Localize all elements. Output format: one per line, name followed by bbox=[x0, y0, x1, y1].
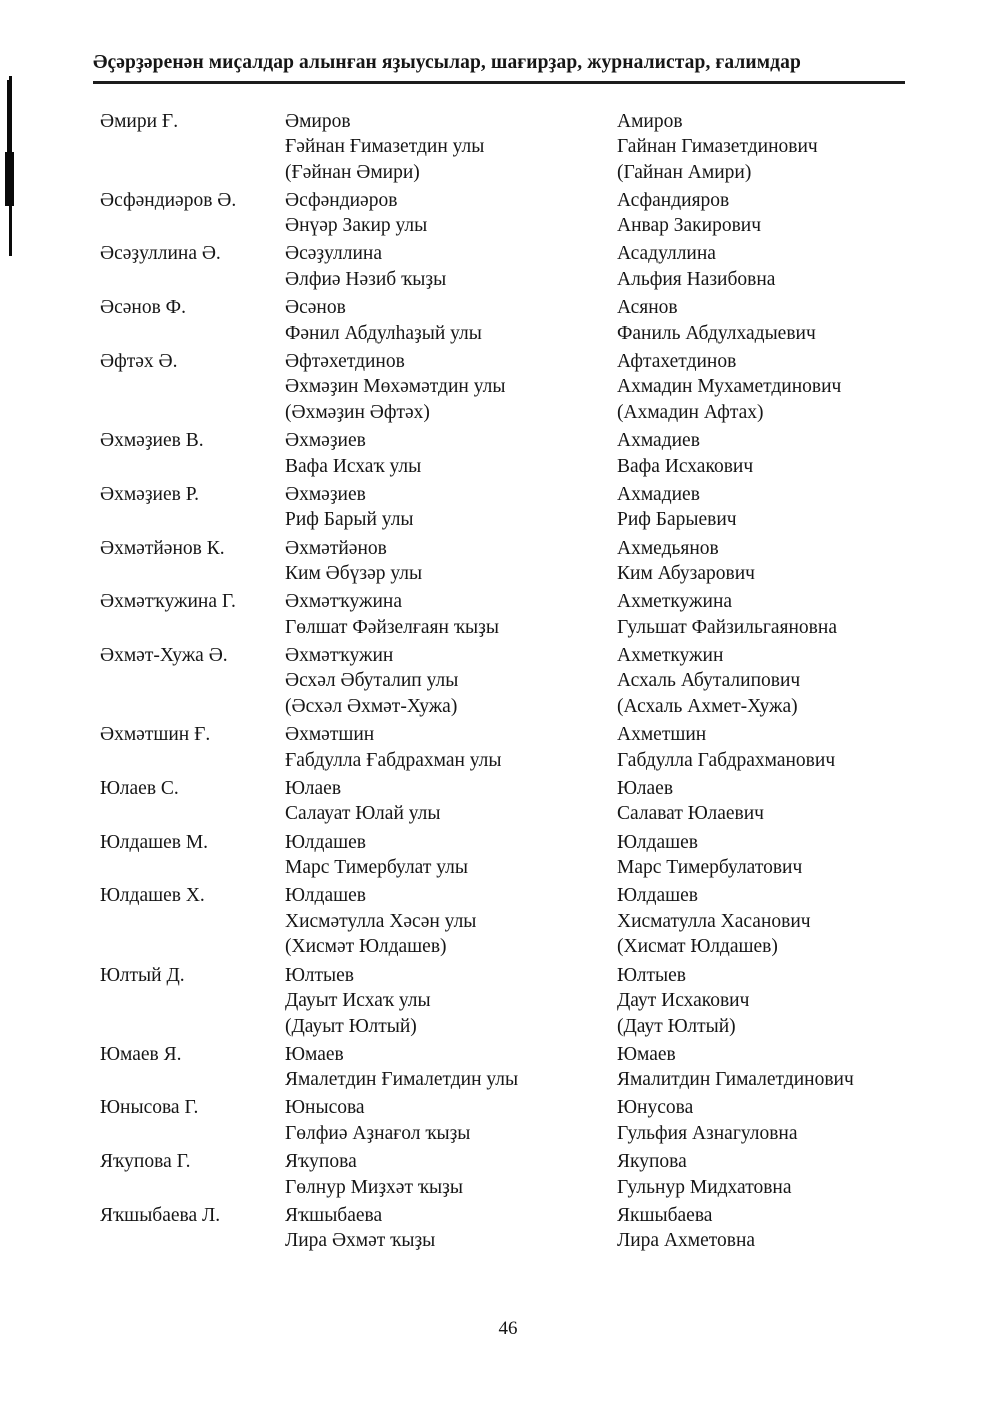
entry-bashkir-name bbox=[285, 349, 617, 426]
entry-row bbox=[100, 109, 965, 186]
scan-artifact-blob bbox=[5, 152, 14, 206]
entry-abbr: Юлаев С. bbox=[100, 777, 179, 799]
bashkir-name-line: Юлдашев bbox=[285, 885, 366, 907]
entry-abbr: Әфтәх Ә. bbox=[100, 350, 178, 372]
russian-name-line: Ямалитдин Гималетдинович bbox=[617, 1069, 854, 1091]
entry-russian-name bbox=[617, 109, 965, 186]
bashkir-name-line: Юнысова bbox=[285, 1097, 365, 1119]
bashkir-name-line: Әхмәтҡужин bbox=[285, 644, 394, 666]
entry-bashkir-name bbox=[285, 722, 617, 773]
bashkir-name-line: Лира Әхмәт ҡыҙы bbox=[285, 1230, 436, 1252]
entry-bashkir-name bbox=[285, 589, 617, 640]
entry-bashkir-name bbox=[285, 1203, 617, 1254]
entry-abbr: Әхмәтшин Ғ. bbox=[100, 724, 211, 746]
russian-name-line: (Ахмадин Афтах) bbox=[617, 402, 764, 424]
bashkir-name-line: (Әсхәл Әхмәт-Хужа) bbox=[285, 696, 458, 718]
entry-russian-name bbox=[617, 963, 965, 1040]
entry-row bbox=[100, 722, 965, 773]
entry-row bbox=[100, 643, 965, 720]
entry-russian-name bbox=[617, 241, 965, 292]
russian-name-line: Юлтыев bbox=[617, 964, 687, 986]
bashkir-name-line: Әхмәтшин bbox=[285, 724, 375, 746]
entry-bashkir-name bbox=[285, 776, 617, 827]
entry-row bbox=[100, 1203, 965, 1254]
russian-name-line: Ахмадиев bbox=[617, 483, 700, 505]
bashkir-name-line: Әсәҙуллина bbox=[285, 243, 382, 265]
entry-row bbox=[100, 1095, 965, 1146]
bashkir-name-line: Ямалетдин Ғималетдин улы bbox=[285, 1069, 519, 1091]
russian-name-line: Якшыбаева bbox=[617, 1204, 713, 1226]
bashkir-name-line: Вафа Исхаҡ улы bbox=[285, 455, 422, 477]
bashkir-name-line: (Дауыт Юлтый) bbox=[285, 1015, 417, 1037]
bashkir-name-line: Фәнил Абдулһаҙый улы bbox=[285, 322, 482, 344]
entry-row bbox=[100, 241, 965, 292]
entry-abbr: Юмаев Я. bbox=[100, 1043, 182, 1065]
page-number: 46 bbox=[498, 1318, 518, 1339]
entry-row bbox=[100, 963, 965, 1040]
entry-bashkir-name bbox=[285, 295, 617, 346]
russian-name-line: Ахметшин bbox=[617, 724, 707, 746]
entry-russian-name bbox=[617, 1149, 965, 1200]
bashkir-name-line: Хисмәтулла Хәсән улы bbox=[285, 910, 477, 932]
russian-name-line: Юлдашев bbox=[617, 831, 698, 853]
page-header-title: Әҫәрҙәренән миҫалдар алынған яҙыусылар, шағирҙар, журналистар, ғалимдар bbox=[93, 52, 801, 73]
bashkir-name-line: Гөлшат Фәйзелғаян ҡыҙы bbox=[285, 616, 499, 638]
russian-name-line: (Хисмат Юлдашев) bbox=[617, 936, 778, 958]
russian-name-line: Хисматулла Хасанович bbox=[617, 910, 811, 932]
entry-row bbox=[100, 295, 965, 346]
russian-name-line: Ахметкужин bbox=[617, 644, 724, 666]
entry-bashkir-name bbox=[285, 109, 617, 186]
entry-row bbox=[100, 482, 965, 533]
entry-abbr: Әхмәҙиев Р. bbox=[100, 483, 199, 505]
bashkir-name-line: Әхмәҙиев bbox=[285, 430, 366, 452]
bashkir-name-line: Әмиров bbox=[285, 110, 351, 132]
entry-russian-name bbox=[617, 722, 965, 773]
entry-russian-name bbox=[617, 428, 965, 479]
entry-abbr: Яҡупова Г. bbox=[100, 1151, 191, 1173]
russian-name-line: Асянов bbox=[617, 297, 678, 319]
russian-name-line: Даут Исхакович bbox=[617, 990, 750, 1012]
russian-name-line: Риф Барыевич bbox=[617, 509, 737, 531]
entry-bashkir-name bbox=[285, 830, 617, 881]
bashkir-name-line: (Хисмәт Юлдашев) bbox=[285, 936, 447, 958]
bashkir-name-line: Әхмәҙиев bbox=[285, 483, 366, 505]
bashkir-name-line: Әфтәхетдинов bbox=[285, 350, 405, 372]
bashkir-name-line: Әхмәтйәнов bbox=[285, 537, 387, 559]
bashkir-name-line: Ғәйнан Ғимазетдин улы bbox=[285, 136, 485, 158]
bashkir-name-line: Яҡупова bbox=[285, 1151, 357, 1173]
bashkir-name-line: Әнүәр Закир улы bbox=[285, 215, 428, 237]
bashkir-name-line: Салауат Юлай улы bbox=[285, 803, 441, 825]
russian-name-line: Якупова bbox=[617, 1151, 687, 1173]
bashkir-name-line: Әлфиә Нәзиб ҡыҙы bbox=[285, 269, 447, 291]
bashkir-name-line: Юлаев bbox=[285, 777, 342, 799]
entry-row bbox=[100, 776, 965, 827]
entry-russian-name bbox=[617, 188, 965, 239]
bashkir-name-line: Әсфәндиәров bbox=[285, 189, 398, 211]
entries-list bbox=[100, 109, 965, 1255]
russian-name-line: Асхаль Абуталипович bbox=[617, 670, 801, 692]
bashkir-name-line: Ким Әбүзәр улы bbox=[285, 563, 423, 585]
entry-row bbox=[100, 1149, 965, 1200]
russian-name-line: Амиров bbox=[617, 110, 683, 132]
bashkir-name-line: Әсәнов bbox=[285, 297, 346, 319]
entry-bashkir-name bbox=[285, 1095, 617, 1146]
entry-bashkir-name bbox=[285, 1149, 617, 1200]
bashkir-name-line: Юлтыев bbox=[285, 964, 355, 986]
entry-abbr: Юнысова Г. bbox=[100, 1097, 199, 1119]
bashkir-name-line: Риф Барый улы bbox=[285, 509, 414, 531]
entry-russian-name bbox=[617, 349, 965, 426]
entry-abbr: Юлдашев Х. bbox=[100, 885, 205, 907]
entry-bashkir-name bbox=[285, 536, 617, 587]
entry-bashkir-name bbox=[285, 883, 617, 960]
entry-bashkir-name bbox=[285, 482, 617, 533]
bashkir-name-line: Әсхәл Әбуталип улы bbox=[285, 670, 459, 692]
russian-name-line: Марс Тимербулатович bbox=[617, 857, 803, 879]
russian-name-line: (Гайнан Амири) bbox=[617, 161, 752, 183]
entry-bashkir-name bbox=[285, 188, 617, 239]
russian-name-line: Вафа Исхакович bbox=[617, 455, 754, 477]
entry-row bbox=[100, 589, 965, 640]
entry-bashkir-name bbox=[285, 241, 617, 292]
russian-name-line: Габдулла Габдрахманович bbox=[617, 749, 836, 771]
entry-abbr: Әхмәҙиев В. bbox=[100, 430, 204, 452]
entry-abbr: Әхмәтйәнов К. bbox=[100, 537, 225, 559]
russian-name-line: Ахмадин Мухаметдинович bbox=[617, 376, 842, 398]
russian-name-line: Асфандияров bbox=[617, 189, 730, 211]
russian-name-line: Салават Юлаевич bbox=[617, 803, 764, 825]
russian-name-line: Гульнур Мидхатовна bbox=[617, 1176, 792, 1198]
entry-russian-name bbox=[617, 536, 965, 587]
entry-row bbox=[100, 349, 965, 426]
entry-russian-name bbox=[617, 1203, 965, 1254]
bashkir-name-line: Ғабдулла Ғабдрахман улы bbox=[285, 749, 502, 771]
entry-row bbox=[100, 428, 965, 479]
russian-name-line: Ким Абузарович bbox=[617, 563, 755, 585]
bashkir-name-line: (Ғәйнан Әмири) bbox=[285, 161, 420, 183]
entry-row bbox=[100, 188, 965, 239]
entry-abbr: Юлтый Д. bbox=[100, 964, 185, 986]
entry-russian-name bbox=[617, 1042, 965, 1093]
entry-abbr: Әмири Ғ. bbox=[100, 110, 179, 132]
entry-bashkir-name bbox=[285, 963, 617, 1040]
entry-russian-name bbox=[617, 643, 965, 720]
russian-name-line: Альфия Назибовна bbox=[617, 269, 776, 291]
entry-bashkir-name bbox=[285, 1042, 617, 1093]
entry-row bbox=[100, 883, 965, 960]
entry-russian-name bbox=[617, 883, 965, 960]
russian-name-line: Ахметкужина bbox=[617, 591, 733, 613]
bashkir-name-line: Яҡшыбаева bbox=[285, 1204, 383, 1226]
entry-abbr: Әсәнов Ф. bbox=[100, 297, 186, 319]
bashkir-name-line: Әхмәҙин Мөхәмәтдин улы bbox=[285, 376, 506, 398]
bashkir-name-line: Гөлнур Миҙхәт ҡыҙы bbox=[285, 1176, 463, 1198]
russian-name-line: Гульфия Азнагуловна bbox=[617, 1123, 798, 1145]
entry-abbr: Яҡшыбаева Л. bbox=[100, 1204, 221, 1226]
russian-name-line: Юмаев bbox=[617, 1043, 676, 1065]
bashkir-name-line: Юмаев bbox=[285, 1043, 344, 1065]
entry-russian-name bbox=[617, 830, 965, 881]
russian-name-line: (Даут Юлтый) bbox=[617, 1015, 736, 1037]
header-rule bbox=[93, 81, 905, 84]
bashkir-name-line: Дауыт Исхаҡ улы bbox=[285, 990, 431, 1012]
russian-name-line: Гайнан Гимазетдинович bbox=[617, 136, 818, 158]
scan-artifact-blob bbox=[7, 80, 12, 158]
entry-abbr: Әсфәндиәров Ә. bbox=[100, 189, 237, 211]
entry-abbr: Әсәҙуллина Ә. bbox=[100, 243, 221, 265]
russian-name-line: Афтахетдинов bbox=[617, 350, 737, 372]
russian-name-line: (Асхаль Ахмет-Хужа) bbox=[617, 696, 798, 718]
russian-name-line: Ахмедьянов bbox=[617, 537, 719, 559]
entry-abbr: Юлдашев М. bbox=[100, 831, 209, 853]
entry-row bbox=[100, 830, 965, 881]
russian-name-line: Анвар Закирович bbox=[617, 215, 762, 237]
entry-russian-name bbox=[617, 295, 965, 346]
entry-bashkir-name bbox=[285, 643, 617, 720]
bashkir-name-line: Юлдашев bbox=[285, 831, 366, 853]
russian-name-line: Фаниль Абдулхадыевич bbox=[617, 322, 816, 344]
entry-abbr: Әхмәт-Хужа Ә. bbox=[100, 644, 228, 666]
russian-name-line: Юнусова bbox=[617, 1097, 694, 1119]
entry-russian-name bbox=[617, 1095, 965, 1146]
entry-russian-name bbox=[617, 589, 965, 640]
russian-name-line: Юлдашев bbox=[617, 885, 698, 907]
russian-name-line: Юлаев bbox=[617, 777, 674, 799]
entry-abbr: Әхмәтҡужина Г. bbox=[100, 591, 236, 613]
bashkir-name-line: (Әхмәҙин Әфтәх) bbox=[285, 402, 430, 424]
bashkir-name-line: Марс Тимербулат улы bbox=[285, 857, 468, 879]
russian-name-line: Гульшат Файзильгаяновна bbox=[617, 616, 837, 638]
entry-row bbox=[100, 536, 965, 587]
russian-name-line: Асадуллина bbox=[617, 243, 716, 265]
russian-name-line: Лира Ахметовна bbox=[617, 1230, 756, 1252]
entry-row bbox=[100, 1042, 965, 1093]
entry-bashkir-name bbox=[285, 428, 617, 479]
bashkir-name-line: Әхмәтҡужина bbox=[285, 591, 403, 613]
entry-russian-name bbox=[617, 482, 965, 533]
bashkir-name-line: Гөлфиә Аҙнағол ҡыҙы bbox=[285, 1123, 471, 1145]
entry-russian-name bbox=[617, 776, 965, 827]
russian-name-line: Ахмадиев bbox=[617, 430, 700, 452]
